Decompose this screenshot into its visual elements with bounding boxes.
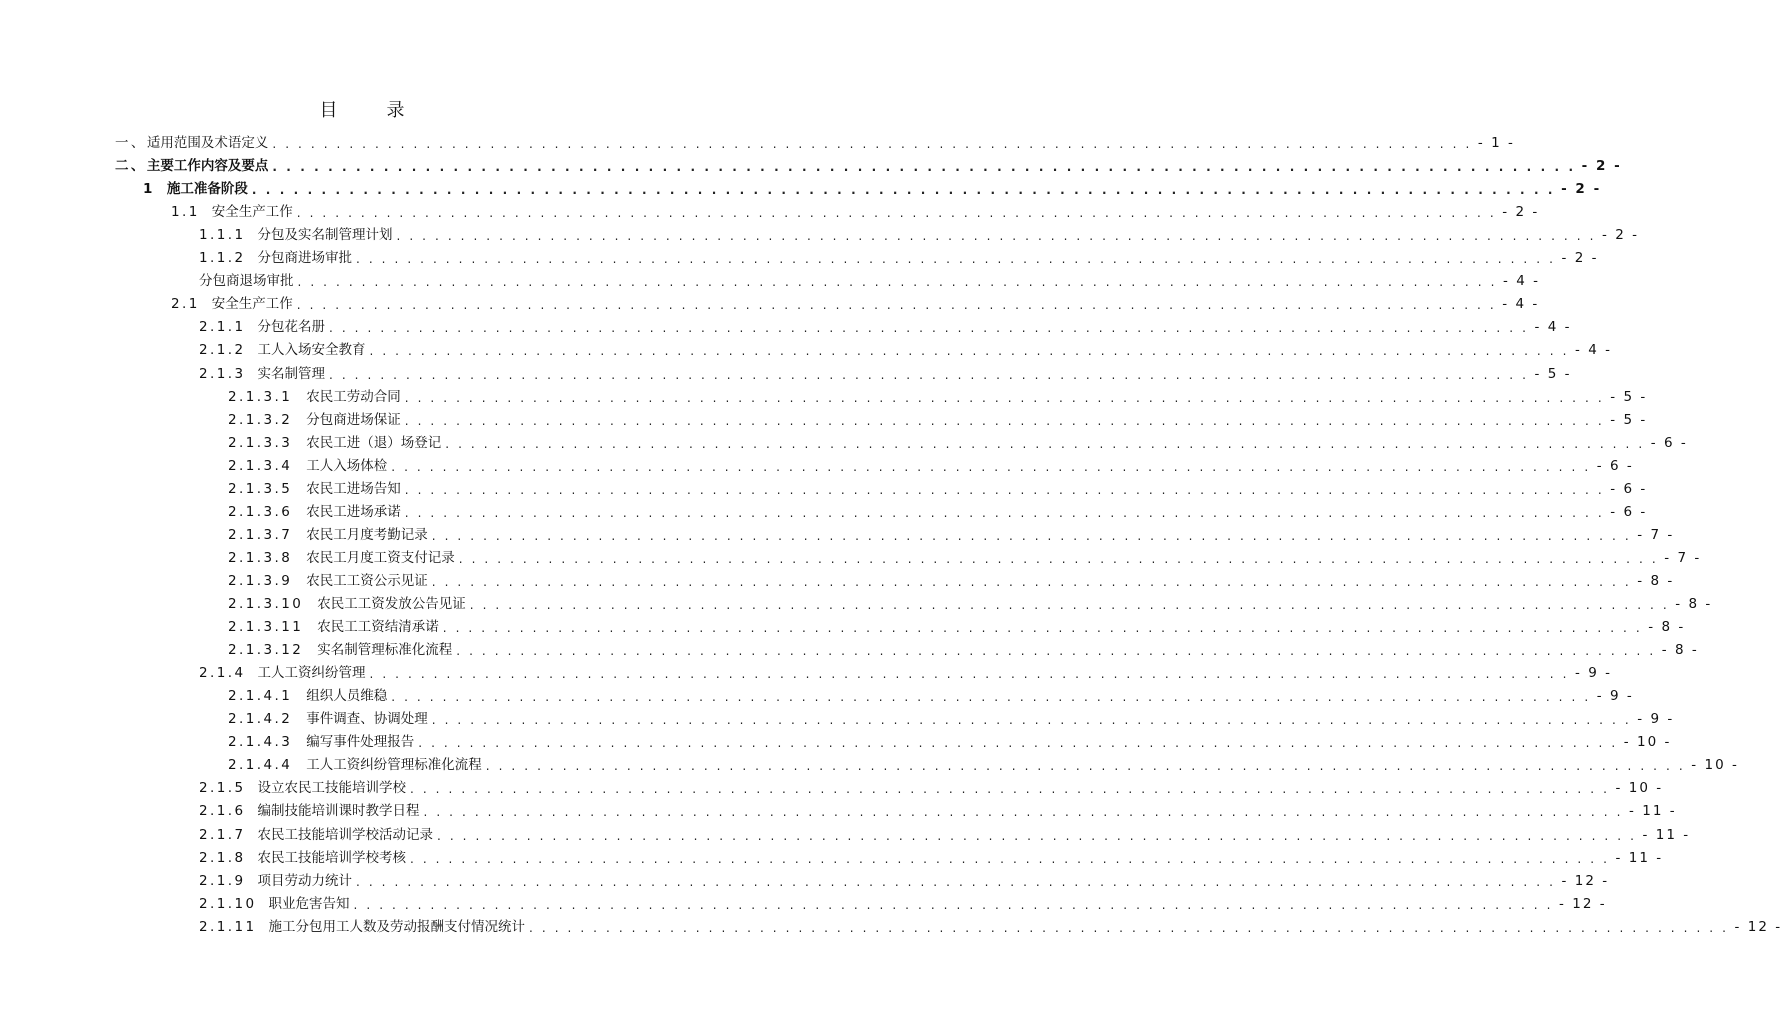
toc-entry[interactable] bbox=[199, 337, 1613, 359]
toc-entry-title: 农民工月度考勤记录 bbox=[306, 527, 428, 543]
toc-entry-page-number: - 10 - bbox=[1615, 780, 1664, 796]
toc-dot-leader: . . . . . . . . . . . . . . . . . . . . . . . . . . . . . . . . . . . . . . . . . . . . . . . . . . . . . . . . . . . . . . . . . . . . . . . . . . . . . . . . . . . . . . . . . . . . . . bbox=[431, 713, 1632, 727]
toc-entry-page-number: - 7 - bbox=[1664, 550, 1702, 566]
toc-entry-page-number: - 5 - bbox=[1610, 389, 1648, 405]
toc-entry-number: 2.1.5 bbox=[199, 780, 246, 796]
toc-entry-page-number: - 10 - bbox=[1623, 734, 1672, 750]
toc-dot-leader: . . . . . . . . . . . . . . . . . . . . . . . . . . . . . . . . . . . . . . . . . . . . . . . . . . . . . . . . . . . . . . . . . . . . . . . . . . . . . . . . . . . . . . . . . . . . . . bbox=[369, 344, 1570, 358]
toc-entry-page-number: - 4 - bbox=[1503, 273, 1541, 289]
toc-entry-page-number: - 12 - bbox=[1559, 896, 1607, 912]
toc-entry-number: 2.1.9 bbox=[199, 873, 246, 889]
toc-entry[interactable] bbox=[171, 291, 1540, 313]
toc-entry-number: 1 bbox=[143, 181, 155, 197]
toc-entry-title: 农民工工资发放公告见证 bbox=[317, 596, 466, 612]
toc-dot-leader: . . . . . . . . . . . . . . . . . . . . . . . . . . . . . . . . . . . . . . . . . . . . . . . . . . . . . . . . . . . . . . . . . . . . . . . . . . . . . . . . . . . . . . . . . . . . . . bbox=[431, 529, 1632, 543]
toc-entry-title: 编写事件处理报告 bbox=[306, 734, 415, 750]
toc-entry-page-number: - 4 - bbox=[1502, 296, 1540, 312]
toc-dot-leader: . . . . . . . . . . . . . . . . . . . . . . . . . . . . . . . . . . . . . . . . . . . . . . . . . . . . . . . . . . . . . . . . . . . . . . . . . . . . . . . . . . . . . . . . . . . . . . bbox=[296, 298, 1497, 312]
toc-entry-title: 实名制管理 bbox=[257, 366, 325, 382]
toc-dot-leader: . . . . . . . . . . . . . . . . . . . . . . . . . . . . . . . . . . . . . . . . . . . . . . . . . . . . . . . . . . . . . . . . . . . . . . . . . . . . . . . . . . . . . . . . . . . . . . bbox=[272, 160, 1576, 174]
toc-entry[interactable] bbox=[199, 798, 1677, 820]
toc-dot-leader: . . . . . . . . . . . . . . . . . . . . . . . . . . . . . . . . . . . . . . . . . . . . . . . . . . . . . . . . . . . . . . . . . . . . . . . . . . . . . . . . . . . . . . . . . . . . . . bbox=[423, 805, 1624, 819]
toc-entry-title: 分包商进场保证 bbox=[306, 412, 401, 428]
toc-entry-number: 2.1.6 bbox=[199, 803, 246, 819]
toc-entry-number: 2.1.11 bbox=[199, 919, 257, 935]
toc-entry-title: 分包花名册 bbox=[257, 319, 325, 335]
toc-dot-leader: . . . . . . . . . . . . . . . . . . . . . . . . . . . . . . . . . . . . . . . . . . . . . . . . . . . . . . . . . . . . . . . . . . . . . . . . . . . . . . . . . . . . . . . . . . . . . . bbox=[353, 898, 1554, 912]
toc-entry-title: 工人入场安全教育 bbox=[257, 342, 366, 358]
toc-entry-number: 2.1.3.9 bbox=[228, 573, 293, 589]
toc-entry-title: 事件调查、协调处理 bbox=[306, 711, 428, 727]
toc-entry-title: 项目劳动力统计 bbox=[257, 873, 352, 889]
toc-dot-leader: . . . . . . . . . . . . . . . . . . . . . . . . . . . . . . . . . . . . . . . . . . . . . . . . . . . . . . . . . . . . . . . . . . . . . . . . . . . . . . . . . . . . . . . . . . . . . . bbox=[251, 183, 1556, 197]
toc-entry-page-number: - 11 - bbox=[1642, 827, 1691, 843]
toc-entry[interactable] bbox=[228, 637, 1699, 659]
toc-entry-number: 2.1.4 bbox=[199, 665, 246, 681]
toc-entry-title: 安全生产工作 bbox=[211, 204, 293, 220]
toc-entry-title: 职业危害告知 bbox=[268, 896, 350, 912]
toc-dot-leader: . . . . . . . . . . . . . . . . . . . . . . . . . . . . . . . . . . . . . . . . . . . . . . . . . . . . . . . . . . . . . . . . . . . . . . . . . . . . . . . . . . . . . . . . . . . . . . bbox=[410, 852, 1610, 866]
toc-dot-leader: . . . . . . . . . . . . . . . . . . . . . . . . . . . . . . . . . . . . . . . . . . . . . . . . . . . . . . . . . . . . . . . . . . . . . . . . . . . . . . . . . . . . . . . . . . . . . . bbox=[458, 552, 1659, 566]
toc-entry-number: 2.1.8 bbox=[199, 850, 246, 866]
toc-entry-page-number: - 12 - bbox=[1734, 919, 1782, 935]
toc-entry-number: 一、 bbox=[115, 135, 147, 151]
toc-entry-number: 1.1 bbox=[171, 204, 200, 220]
toc-entry-page-number: - 12 - bbox=[1561, 873, 1610, 889]
toc-entry[interactable] bbox=[199, 845, 1664, 867]
toc-entry[interactable] bbox=[199, 660, 1613, 682]
toc-dot-leader: . . . . . . . . . . . . . . . . . . . . . . . . . . . . . . . . . . . . . . . . . . . . . . . . . . . . . . . . . . . . . . . . . . . . . . . . . . . . . . . . . . . . . . . . . . . . . . bbox=[456, 644, 1656, 658]
toc-entry-number: 2.1.3.3 bbox=[228, 435, 293, 451]
toc-entry[interactable] bbox=[228, 407, 1648, 429]
toc-dot-leader: . . . . . . . . . . . . . . . . . . . . . . . . . . . . . . . . . . . . . . . . . . . . . . . . . . . . . . . . . . . . . . . . . . . . . . . . . . . . . . . . . . . . . . . . . . . . . . bbox=[410, 782, 1610, 796]
toc-entry-page-number: - 8 - bbox=[1661, 642, 1699, 658]
toc-entry-page-number: - 8 - bbox=[1675, 596, 1713, 612]
toc-entry-number: 2.1.3.8 bbox=[228, 550, 293, 566]
toc-dot-leader: . . . . . . . . . . . . . . . . . . . . . . . . . . . . . . . . . . . . . . . . . . . . . . . . . . . . . . . . . . . . . . . . . . . . . . . . . . . . . . . . . . . . . . . . . . . . . . bbox=[404, 414, 1605, 428]
toc-entry-page-number: - 6 - bbox=[1596, 458, 1634, 474]
toc-dot-leader: . . . . . . . . . . . . . . . . . . . . . . . . . . . . . . . . . . . . . . . . . . . . . . . . . . . . . . . . . . . . . . . . . . . . . . . . . . . . . . . . . . . . . . . . . . . . . . bbox=[469, 598, 1670, 612]
toc-entry-title: 农民工进场承诺 bbox=[306, 504, 401, 520]
toc-entry-page-number: - 5 - bbox=[1534, 366, 1572, 382]
toc-dot-leader: . . . . . . . . . . . . . . . . . . . . . . . . . . . . . . . . . . . . . . . . . . . . . . . . . . . . . . . . . . . . . . . . . . . . . . . . . . . . . . . . . . . . . . . . . . . . . . bbox=[529, 921, 1729, 935]
toc-entry-title: 农民工进场告知 bbox=[306, 481, 401, 497]
toc-dot-leader: . . . . . . . . . . . . . . . . . . . . . . . . . . . . . . . . . . . . . . . . . . . . . . . . . . . . . . . . . . . . . . . . . . . . . . . . . . . . . . . . . . . . . . . . . . . . . . bbox=[437, 829, 1637, 843]
toc-entry[interactable] bbox=[199, 891, 1607, 913]
toc-entry-number: 2.1.3 bbox=[199, 366, 246, 382]
toc-entry-number: 2.1.4.3 bbox=[228, 734, 293, 750]
toc-dot-leader: . . . . . . . . . . . . . . . . . . . . . . . . . . . . . . . . . . . . . . . . . . . . . . . . . . . . . . . . . . . . . . . . . . . . . . . . . . . . . . . . . . . . . . . . . . . . . . bbox=[356, 875, 1556, 889]
toc-entry[interactable] bbox=[228, 476, 1648, 498]
toc-entry-title: 分包商进场审批 bbox=[257, 250, 352, 266]
toc-entry-page-number: - 9 - bbox=[1637, 711, 1675, 727]
toc-dot-leader: . . . . . . . . . . . . . . . . . . . . . . . . . . . . . . . . . . . . . . . . . . . . . . . . . . . . . . . . . . . . . . . . . . . . . . . . . . . . . . . . . . . . . . . . . . . . . . bbox=[445, 437, 1645, 451]
toc-dot-leader: . . . . . . . . . . . . . . . . . . . . . . . . . . . . . . . . . . . . . . . . . . . . . . . . . . . . . . . . . . . . . . . . . . . . . . . . . . . . . . . . . . . . . . . . . . . . . . bbox=[329, 368, 1529, 382]
toc-entry[interactable] bbox=[199, 361, 1572, 383]
toc-entry-page-number: - 2 - bbox=[1502, 204, 1540, 220]
toc-dot-leader: . . . . . . . . . . . . . . . . . . . . . . . . . . . . . . . . . . . . . . . . . . . . . . . . . . . . . . . . . . . . . . . . . . . . . . . . . . . . . . . . . . . . . . . . . . . . . . bbox=[356, 252, 1556, 266]
toc-entry[interactable] bbox=[228, 729, 1672, 751]
toc-dot-leader: . . . . . . . . . . . . . . . . . . . . . . . . . . . . . . . . . . . . . . . . . . . . . . . . . . . . . . . . . . . . . . . . . . . . . . . . . . . . . . . . . . . . . . . . . . . . . . bbox=[329, 321, 1529, 335]
toc-entry[interactable] bbox=[199, 914, 1782, 936]
toc-entry-title: 组织人员维稳 bbox=[306, 688, 388, 704]
toc-dot-leader: . . . . . . . . . . . . . . . . . . . . . . . . . . . . . . . . . . . . . . . . . . . . . . . . . . . . . . . . . . . . . . . . . . . . . . . . . . . . . . . . . . . . . . . . . . . . . . bbox=[418, 736, 1618, 750]
toc-entry[interactable] bbox=[199, 868, 1610, 890]
toc-entry[interactable] bbox=[228, 706, 1675, 728]
toc-entry-title: 分包商退场审批 bbox=[199, 273, 294, 289]
toc-entry-title: 编制技能培训课时教学日程 bbox=[257, 803, 420, 819]
toc-entry-number: 2.1.1 bbox=[199, 319, 246, 335]
toc-entry-title: 适用范围及术语定义 bbox=[146, 135, 269, 151]
toc-entry[interactable] bbox=[228, 522, 1675, 544]
toc-entry-title: 工人入场体检 bbox=[306, 458, 388, 474]
toc-entry-number: 2.1 bbox=[171, 296, 200, 312]
toc-dot-leader: . . . . . . . . . . . . . . . . . . . . . . . . . . . . . . . . . . . . . . . . . . . . . . . . . . . . . . . . . . . . . . . . . . . . . . . . . . . . . . . . . . . . . . . . . . . . . . bbox=[404, 391, 1605, 405]
toc-entry-page-number: - 2 - bbox=[1581, 158, 1622, 174]
toc-entry-title: 农民工月度工资支付记录 bbox=[306, 550, 455, 566]
toc-entry[interactable] bbox=[228, 683, 1634, 705]
toc-entry-page-number: - 6 - bbox=[1610, 504, 1648, 520]
toc-entry-title: 分包及实名制管理计划 bbox=[257, 227, 393, 243]
toc-entry-title: 农民工工资公示见证 bbox=[306, 573, 428, 589]
toc-dot-leader: . . . . . . . . . . . . . . . . . . . . . . . . . . . . . . . . . . . . . . . . . . . . . . . . . . . . . . . . . . . . . . . . . . . . . . . . . . . . . . . . . . . . . . . . . . . . . . bbox=[391, 460, 1591, 474]
toc-entry[interactable] bbox=[228, 499, 1648, 521]
toc-entry-page-number: - 6 - bbox=[1610, 481, 1648, 497]
toc-entry-title: 农民工技能培训学校活动记录 bbox=[257, 827, 433, 843]
toc-entry-page-number: - 2 - bbox=[1561, 250, 1599, 266]
toc-entry-page-number: - 9 - bbox=[1575, 665, 1613, 681]
toc-entry-page-number: - 4 - bbox=[1575, 342, 1613, 358]
toc-entry-number: 2.1.7 bbox=[199, 827, 246, 843]
toc-entry[interactable] bbox=[199, 314, 1572, 336]
toc-entry[interactable] bbox=[199, 268, 1541, 290]
toc-dot-leader: . . . . . . . . . . . . . . . . . . . . . . . . . . . . . . . . . . . . . . . . . . . . . . . . . . . . . . . . . . . . . . . . . . . . . . . . . . . . . . . . . . . . . . . . . . . . . . bbox=[404, 483, 1605, 497]
toc-dot-leader: . . . . . . . . . . . . . . . . . . . . . . . . . . . . . . . . . . . . . . . . . . . . . . . . . . . . . . . . . . . . . . . . . . . . . . . . . . . . . . . . . . . . . . . . . . . . . . bbox=[431, 575, 1632, 589]
toc-entry[interactable] bbox=[199, 245, 1599, 267]
toc-entry[interactable] bbox=[199, 822, 1691, 844]
toc-dot-leader: . . . . . . . . . . . . . . . . . . . . . . . . . . . . . . . . . . . . . . . . . . . . . . . . . . . . . . . . . . . . . . . . . . . . . . . . . . . . . . . . . . . . . . . . . . . . . . bbox=[369, 667, 1570, 681]
page-title: 目 录 bbox=[319, 100, 427, 121]
toc-dot-leader: . . . . . . . . . . . . . . . . . . . . . . . . . . . . . . . . . . . . . . . . . . . . . . . . . . . . . . . . . . . . . . . . . . . . . . . . . . . . . . . . . . . . . . . . . . . . . . bbox=[272, 137, 1472, 151]
toc-entry-page-number: - 9 - bbox=[1596, 688, 1634, 704]
toc-entry-title: 实名制管理标准化流程 bbox=[317, 642, 453, 658]
toc-entry-number: 2.1.3.1 bbox=[228, 389, 293, 405]
toc-entry[interactable] bbox=[228, 430, 1688, 452]
toc-dot-leader: . . . . . . . . . . . . . . . . . . . . . . . . . . . . . . . . . . . . . . . . . . . . . . . . . . . . . . . . . . . . . . . . . . . . . . . . . . . . . . . . . . . . . . . . . . . . . . bbox=[485, 759, 1686, 773]
toc-dot-leader: . . . . . . . . . . . . . . . . . . . . . . . . . . . . . . . . . . . . . . . . . . . . . . . . . . . . . . . . . . . . . . . . . . . . . . . . . . . . . . . . . . . . . . . . . . . . . . bbox=[404, 506, 1605, 520]
toc-entry-number: 2.1.3.10 bbox=[228, 596, 304, 612]
toc-entry-page-number: - 8 - bbox=[1648, 619, 1686, 635]
toc-entry-number: 2.1.2 bbox=[199, 342, 246, 358]
toc-entry-number: 二、 bbox=[115, 158, 147, 174]
toc-entry-page-number: - 5 - bbox=[1610, 412, 1648, 428]
toc-entry-title: 工人工资纠纷管理标准化流程 bbox=[306, 757, 482, 773]
toc-entry-page-number: - 8 - bbox=[1637, 573, 1675, 589]
toc-entry-page-number: - 6 - bbox=[1650, 435, 1688, 451]
toc-entry-title: 农民工技能培训学校考核 bbox=[257, 850, 406, 866]
toc-entry-title: 农民工劳动合同 bbox=[306, 389, 401, 405]
toc-entry-title: 主要工作内容及要点 bbox=[146, 158, 269, 174]
toc-entry-number: 1.1.2 bbox=[199, 250, 246, 266]
toc-dot-leader: . . . . . . . . . . . . . . . . . . . . . . . . . . . . . . . . . . . . . . . . . . . . . . . . . . . . . . . . . . . . . . . . . . . . . . . . . . . . . . . . . . . . . . . . . . . . . . bbox=[296, 206, 1497, 220]
toc-entry-number: 2.1.4.2 bbox=[228, 711, 293, 727]
toc-entry-number: 2.1.3.11 bbox=[228, 619, 304, 635]
toc-entry-page-number: - 11 - bbox=[1615, 850, 1664, 866]
toc-entry-page-number: - 10 - bbox=[1691, 757, 1739, 773]
toc-entry-title: 安全生产工作 bbox=[211, 296, 293, 312]
toc-dot-leader: . . . . . . . . . . . . . . . . . . . . . . . . . . . . . . . . . . . . . . . . . . . . . . . . . . . . . . . . . . . . . . . . . . . . . . . . . . . . . . . . . . . . . . . . . . . . . . bbox=[391, 690, 1591, 704]
toc-entry[interactable] bbox=[228, 614, 1686, 636]
toc-entry-number: 2.1.4.4 bbox=[228, 757, 293, 773]
toc-entry[interactable] bbox=[228, 384, 1648, 406]
toc-entry-title: 设立农民工技能培训学校 bbox=[257, 780, 406, 796]
toc-entry-title: 农民工工资结清承诺 bbox=[317, 619, 439, 635]
toc-entry[interactable] bbox=[228, 752, 1739, 774]
toc-entry[interactable] bbox=[115, 153, 1622, 175]
toc-entry[interactable] bbox=[228, 545, 1702, 567]
toc-entry[interactable] bbox=[228, 591, 1713, 613]
toc-dot-leader: . . . . . . . . . . . . . . . . . . . . . . . . . . . . . . . . . . . . . . . . . . . . . . . . . . . . . . . . . . . . . . . . . . . . . . . . . . . . . . . . . . . . . . . . . . . . . . bbox=[442, 621, 1643, 635]
toc-entry-title: 农民工进（退）场登记 bbox=[306, 435, 442, 451]
toc-dot-leader: . . . . . . . . . . . . . . . . . . . . . . . . . . . . . . . . . . . . . . . . . . . . . . . . . . . . . . . . . . . . . . . . . . . . . . . . . . . . . . . . . . . . . . . . . . . . . . bbox=[396, 229, 1597, 243]
toc-entry-title: 工人工资纠纷管理 bbox=[257, 665, 366, 681]
toc-entry-number: 2.1.3.12 bbox=[228, 642, 304, 658]
toc-entry-number: 2.1.4.1 bbox=[228, 688, 293, 704]
toc-entry-page-number: - 7 - bbox=[1637, 527, 1675, 543]
toc-entry-title: 施工准备阶段 bbox=[166, 181, 248, 197]
toc-entry-number: 2.1.3.2 bbox=[228, 412, 293, 428]
toc-entry[interactable] bbox=[228, 568, 1675, 590]
toc-entry[interactable] bbox=[171, 199, 1540, 221]
toc-entry[interactable] bbox=[199, 222, 1640, 244]
toc-entry-number: 1.1.1 bbox=[199, 227, 246, 243]
toc-entry-number: 2.1.3.4 bbox=[228, 458, 293, 474]
toc-entry[interactable] bbox=[143, 176, 1602, 198]
toc-entry-title: 施工分包用工人数及劳动报酬支付情况统计 bbox=[268, 919, 526, 935]
toc-entry-number: 2.1.3.7 bbox=[228, 527, 293, 543]
toc-entry-page-number: - 2 - bbox=[1602, 227, 1640, 243]
toc-entry-page-number: - 1 - bbox=[1477, 135, 1515, 151]
toc-entry-page-number: - 4 - bbox=[1534, 319, 1572, 335]
toc-entry[interactable] bbox=[228, 453, 1634, 475]
toc-entry-page-number: - 11 - bbox=[1629, 803, 1677, 819]
toc-entry-number: 2.1.3.5 bbox=[228, 481, 293, 497]
toc-entry-number: 2.1.10 bbox=[199, 896, 257, 912]
toc-dot-leader: . . . . . . . . . . . . . . . . . . . . . . . . . . . . . . . . . . . . . . . . . . . . . . . . . . . . . . . . . . . . . . . . . . . . . . . . . . . . . . . . . . . . . . . . . . . . . . bbox=[297, 275, 1498, 289]
toc-entry[interactable] bbox=[115, 130, 1515, 152]
toc-entry[interactable] bbox=[199, 775, 1664, 797]
toc-entry-number: 2.1.3.6 bbox=[228, 504, 293, 520]
toc-entry-page-number: - 2 - bbox=[1561, 181, 1602, 197]
